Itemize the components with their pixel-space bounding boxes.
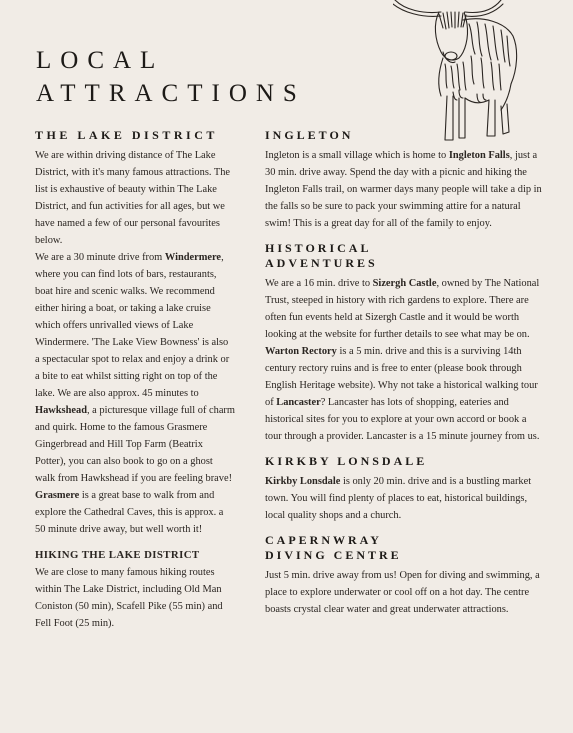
lake-district-body <box>35 249 235 538</box>
hiking-section <box>35 547 235 632</box>
ingleton-heading: INGLETON <box>265 128 354 142</box>
title-line-2: ATTRACTIONS <box>36 80 306 107</box>
historical-text <box>265 275 545 445</box>
warton-rectory-name: Warton Rectory <box>265 346 337 357</box>
kirkby-section <box>265 454 545 524</box>
heading-line: DIVING CENTRE <box>265 548 402 562</box>
lake-district-heading: THE LAKE DISTRICT <box>35 128 218 142</box>
text-run: , owned by The National Trust, steeped in history with rich gardens to explore. There are often fun events held at Sizergh Castle and it would be worth looking at the website for further details to see what may be on. <box>265 278 540 340</box>
ingleton-text <box>265 147 545 232</box>
text-run: ? Lancaster has lots of shopping, eateries and historical sites for you to explore at your own accord or book a tour through a provider. Lancaster is a 15 minute journey from us. <box>265 397 540 442</box>
text-run: , where you can find lots of bars, restaurants, boat hire and scenic walks. We recommend either hiring a boat, or taking a lake cruise which offers unrivalled views of Lake Windermere. 'The Lake View Bowness' is also a spectacular spot to relax and enjoy a drink or a bite to eat whilst sitting right on top of the lake. We are also approx. 45 minutes to <box>35 252 230 399</box>
text-run: Ingleton is a small village which is home to <box>265 150 449 161</box>
heading-line: ADVENTURES <box>265 256 378 270</box>
capernwray-heading <box>265 533 545 563</box>
historical-section <box>265 241 545 445</box>
kirkby-heading: KIRKBY LONSDALE <box>265 454 428 468</box>
grasmere-name: Grasmere <box>35 490 80 501</box>
highland-cow-icon <box>393 0 523 146</box>
hiking-text: We are close to many famous hiking routes within The Lake District, including Old Man Coniston (50 min), Scafell Pike (55 min) and Fell Foot (25 min). <box>35 567 223 629</box>
historical-heading <box>265 241 545 271</box>
text-run: , just a 30 min. drive away. Spend the day with a picnic and hiking the Ingleton Falls trail, on warmer days many people will take a dip in the falls so be sure to pack your swimming attire for a natural swim! This is a great day for all of the family to enjoy. <box>265 150 542 229</box>
capernwray-section <box>265 533 545 618</box>
lancaster-name: Lancaster <box>276 397 321 408</box>
text-run: We are a 30 minute drive from <box>35 252 165 263</box>
text-run: is only 20 min. drive and is a bustling market town. You will find plenty of places to eat, historical buildings, local quality shops and a church. <box>265 476 532 521</box>
page-title <box>36 44 306 110</box>
left-column <box>35 128 235 641</box>
title-line-1: LOCAL <box>36 47 165 74</box>
text-run: We are a 16 min. drive to <box>265 278 373 289</box>
sizergh-castle-name: Sizergh Castle <box>372 278 437 289</box>
hiking-heading: HIKING THE LAKE DISTRICT <box>35 549 200 561</box>
windermere-name: Windermere <box>164 252 222 263</box>
lake-district-section <box>35 128 235 538</box>
kirkby-lonsdale-name: Kirkby Lonsdale <box>265 476 341 487</box>
hawkshead-name: Hawkshead <box>35 405 87 416</box>
right-column <box>265 128 545 627</box>
capernwray-text: Just 5 min. drive away from us! Open for diving and swimming, a place to explore underwater or cool off on a hot day. The centre boasts crystal clear water and great underwater attractions. <box>265 570 540 615</box>
heading-line: CAPERNWRAY <box>265 533 382 547</box>
kirkby-text <box>265 473 545 524</box>
text-run: is a 5 min. drive and this is a surviving 14th century rectory ruins and is free to enter (please book through English Heritage website). Why not take a historical walking tour of <box>265 346 538 408</box>
text-run: , a picturesque village full of charm and quirk. Home to the famous Grasmere Gingerbread and Hill Top Farm (Beatrix Potter), you can also book to go on a ghost walk from Hawkshead if you are feeling brave! <box>35 405 235 484</box>
ingleton-section <box>265 128 545 232</box>
ingleton-falls-name: Ingleton Falls <box>448 150 510 161</box>
heading-line: HISTORICAL <box>265 241 372 255</box>
lake-district-intro: We are within driving distance of The Lake District, with it's many famous attractions. The list is exhaustive of beauty within The Lake District, and fun activities for all ages, but we have named a few of our personal favourites below. <box>35 150 231 246</box>
text-run: is a great base to walk from and explore the Cathedral Caves, this is approx. a 50 minute drive away, but well worth it! <box>35 490 224 535</box>
